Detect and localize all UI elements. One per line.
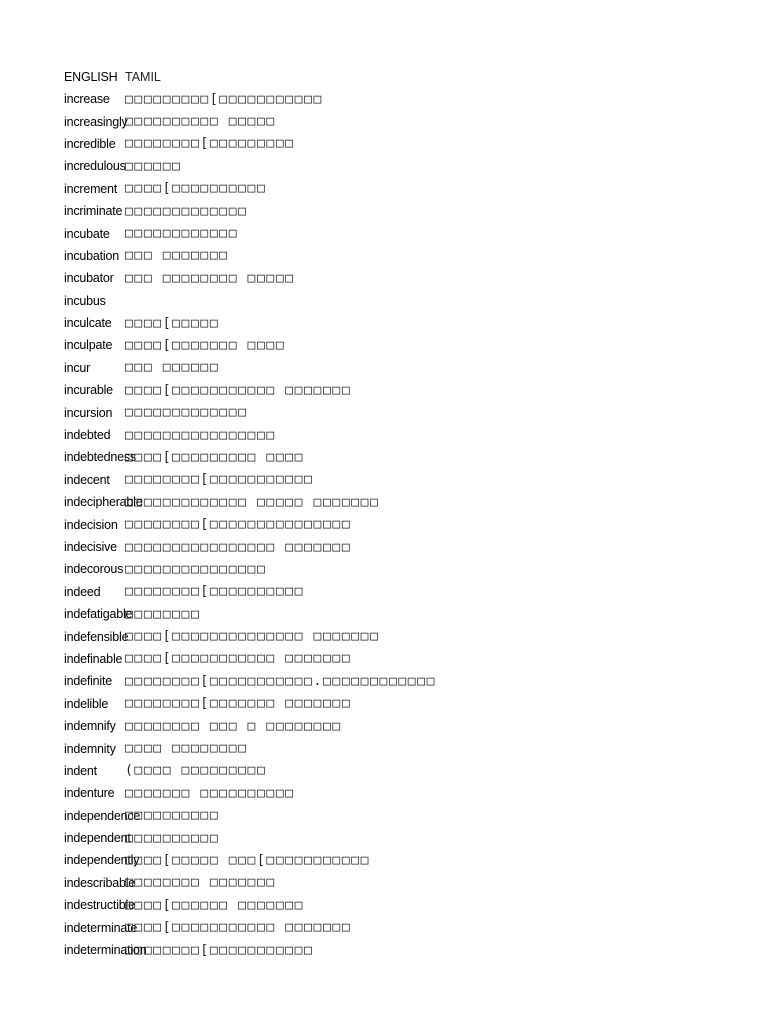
english-word-cell[interactable]: indetermination [64,943,147,958]
english-word-cell[interactable]: indecisive [64,540,117,554]
table-row [64,491,744,513]
tamil-translation-cell[interactable]: □□□□[□□□□□□ □□□□□□□ [125,897,305,913]
table-row [64,267,744,289]
english-word-cell[interactable]: indefinite [64,674,113,689]
table-row [64,290,744,312]
tamil-translation-cell[interactable]: □□□ □□□□□□□ [125,248,229,264]
table-row [64,536,744,558]
tamil-translation-cell[interactable]: □□□□□□□□ [125,606,201,622]
tamil-translation-cell[interactable]: □□□□[□□□□□□□ □□□□ [125,337,286,353]
table-row [64,155,744,177]
english-word-cell[interactable]: incubator [64,271,114,286]
english-word-cell[interactable]: incredulous [64,159,126,174]
table-row [64,581,744,603]
table-row [64,782,744,804]
english-word-cell[interactable]: indecipherable [64,495,143,510]
table-body [64,88,744,961]
table-row [64,625,744,647]
table-row [64,200,744,222]
english-word-cell[interactable]: indecision [64,517,118,532]
table-row [64,88,744,110]
english-word-cell[interactable]: indemnity [64,741,116,756]
header-row [64,66,744,88]
english-word-cell[interactable]: incriminate [64,204,123,219]
tamil-translation-cell[interactable]: □□□□[□□□□□□□□□□□ □□□□□□□ [125,382,352,398]
table-row [64,872,744,894]
english-word-cell[interactable]: indenture [64,786,115,801]
table-row [64,401,744,423]
english-word-cell[interactable]: indelible [64,696,109,711]
tamil-translation-cell[interactable]: □□□□□□□□ □□□ □ □□□□□□□□ [125,718,342,734]
english-word-cell[interactable]: incubate [64,226,110,241]
english-word-cell[interactable]: indebtedness [64,450,136,465]
tamil-translation-cell[interactable]: □□□□□□□□□□ [125,830,220,846]
english-word-cell[interactable]: independence [64,808,141,823]
table-row [64,805,744,827]
tamil-translation-cell[interactable]: □□□□[□□□□□□□□□□□ □□□□□□□ [125,651,352,667]
table-row [64,558,744,580]
table-row [64,648,744,670]
tamil-translation-cell[interactable]: □□□□ □□□□□□□□ [125,741,248,757]
table-row [64,379,744,401]
table-row [64,178,744,200]
tamil-translation-cell[interactable]: □□□□□□□ □□□□□□□□□□ [125,785,295,801]
tamil-translation-cell[interactable]: (□□□□ □□□□□□□□□ [125,763,267,779]
tamil-translation-cell[interactable]: □□□□□□□□□□ □□□□□ [125,114,276,130]
tamil-translation-cell[interactable]: □□□□□□□□□□□□ [125,226,239,242]
table-row [64,110,744,132]
tamil-translation-cell[interactable]: □□□□□□□□[□□□□□□□ □□□□□□□ [125,696,352,712]
table-row [64,312,744,334]
tamil-translation-cell[interactable]: □□□□□□□□ □□□□□□□ [125,875,276,891]
tamil-translation-cell[interactable]: □□□□□□□□□□□□□ [125,203,248,219]
english-word-cell[interactable]: indescribable [64,875,136,890]
english-word-cell[interactable]: inculpate [64,338,113,353]
table-row [64,513,744,535]
english-word-cell[interactable]: independent [64,831,131,846]
tamil-translation-cell[interactable]: □□□□□□□□□□□□□□□□ [125,427,276,443]
english-word-cell[interactable]: indent [64,763,97,778]
table-row [64,446,744,468]
english-word-cell[interactable]: inculcate [64,316,112,331]
english-word-cell[interactable]: incubation [64,248,119,263]
tamil-translation-cell[interactable]: □□□□□□□□□□ [125,808,220,824]
table-row [64,222,744,244]
english-word-cell[interactable]: increase [64,92,110,107]
tamil-column-header[interactable]: TAMIL [125,70,161,84]
tamil-translation-cell[interactable]: □□□□□□ [125,158,182,174]
english-word-cell[interactable]: indestructible [64,898,135,913]
tamil-translation-cell[interactable]: □□□□□□□□[□□□□□□□□□□□ [125,472,314,488]
english-word-cell[interactable]: indefinable [64,651,123,666]
english-word-cell[interactable]: indefensible [64,629,129,644]
table-row [64,603,744,625]
tamil-translation-cell[interactable]: □□□□[□□□□□ [125,315,220,331]
tamil-translation-cell[interactable]: □□□□[□□□□□□□□□ □□□□ [125,449,305,465]
tamil-translation-cell[interactable]: □□□□[□□□□□□□□□□□ □□□□□□□ [125,920,352,936]
table-row [64,469,744,491]
table-row [64,334,744,356]
english-word-cell[interactable]: incurable [64,383,113,398]
tamil-translation-cell[interactable]: □□□□□□□□□□□□□ [125,405,248,421]
tamil-translation-cell[interactable]: □□□□□□□□[□□□□□□□□□□□□□□□ [125,517,352,533]
english-column-header[interactable]: ENGLISH [64,70,118,84]
tamil-translation-cell[interactable]: □□□ □□□□□□□□ □□□□□ [125,270,295,286]
table-row [64,827,744,849]
tamil-translation-cell[interactable]: □□□□□□□□[□□□□□□□□□□□.□□□□□□□□□□□□ [125,673,437,689]
english-word-cell[interactable]: indecorous [64,562,124,577]
tamil-translation-cell[interactable]: □□□□□□□□□[□□□□□□□□□□□ [125,91,323,107]
tamil-translation-cell[interactable]: □□□□□□□□□□□□□ □□□□□ □□□□□□□ [125,494,380,510]
english-word-cell[interactable]: indeed [64,584,101,599]
table-row [64,939,744,961]
english-word-cell[interactable]: increment [64,181,118,196]
english-word-cell[interactable]: independently [64,853,140,868]
table-row [64,693,744,715]
table-row [64,916,744,938]
english-word-cell[interactable]: indebted [64,428,111,443]
tamil-translation-cell[interactable]: □□□□□□□□[□□□□□□□□□ [125,136,295,152]
tamil-translation-cell[interactable]: □□□□□□□□□□□□□□□ [125,561,267,577]
english-word-cell[interactable]: incursion [64,405,113,420]
english-word-cell[interactable]: indefatigable [64,607,133,622]
tamil-translation-cell[interactable]: □□□□[□□□□□□□□□□ [125,181,267,197]
table-row [64,357,744,379]
table-row [64,133,744,155]
english-word-cell[interactable]: incubus [64,293,106,308]
tamil-translation-cell[interactable]: □□□□□□□□[□□□□□□□□□□□ [125,942,314,958]
english-word-cell[interactable]: indecent [64,472,110,487]
english-word-cell[interactable]: increasingly [64,114,128,129]
table-row [64,245,744,267]
table-row [64,424,744,446]
table-row [64,737,744,759]
tamil-translation-cell[interactable]: □□□□□□□□□□□□□□□□ □□□□□□□ [125,539,352,555]
table-row [64,849,744,871]
english-word-cell[interactable]: incur [64,360,91,375]
english-word-cell[interactable]: incredible [64,136,116,151]
tamil-translation-cell[interactable]: □□□□□□□□[□□□□□□□□□□ [125,584,305,600]
tamil-translation-cell[interactable]: □□□□[□□□□□ □□□[□□□□□□□□□□□ [125,852,371,868]
tamil-translation-cell[interactable]: □□□□[□□□□□□□□□□□□□□ □□□□□□□ [125,629,380,645]
table-row [64,894,744,916]
spreadsheet [64,66,744,961]
table-row [64,715,744,737]
tamil-translation-cell[interactable]: □□□ □□□□□□ [125,360,220,376]
table-row [64,760,744,782]
english-word-cell[interactable]: indemnify [64,719,116,734]
table-row [64,670,744,692]
english-word-cell[interactable]: indeterminate [64,920,138,935]
